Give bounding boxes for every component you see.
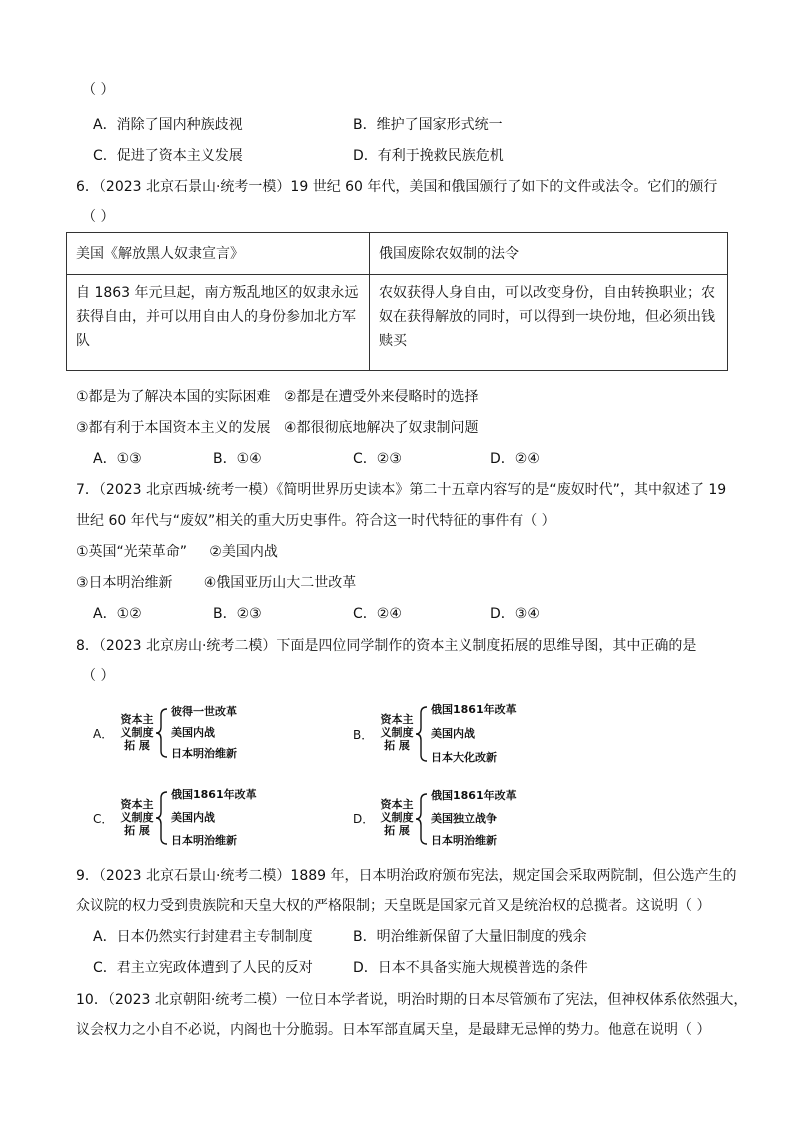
mind-map-c-label: C． <box>93 812 114 826</box>
mind-map-c-item-1: 俄国1861年改革 <box>171 788 257 801</box>
mind-map-b-item-2: 美国内战 <box>431 727 475 740</box>
q9-option-d: D．日本不具备实施大规模普选的条件 <box>353 960 588 976</box>
mind-map-root-line-2: 义制度 <box>120 726 154 739</box>
q9-option-b: B．明治维新保留了大量旧制度的残余 <box>353 929 587 945</box>
q5-option-d: D．有利于挽救民族危机 <box>353 148 504 164</box>
q8-paren: （ ） <box>82 668 115 684</box>
mind-map-root-line-2: 义制度 <box>120 811 154 824</box>
mind-map-a-item-1: 彼得一世改革 <box>171 705 237 718</box>
q6-table-header-russia <box>370 233 728 275</box>
q5-option-b: B．维护了国家形式统一 <box>353 117 503 133</box>
mind-map-d-item-3: 日本明治维新 <box>431 834 497 847</box>
q6-table-cell-usa <box>67 275 370 371</box>
mind-map-d-label: D． <box>353 812 375 826</box>
mind-map-root-line-2: 义制度 <box>380 811 414 824</box>
q8-stem: 8．（2023 北京房山·统考二模）下面是四位同学制作的资本主义制度拓展的思维导图，其中正确的是 <box>76 638 697 654</box>
q6-usa-line-3: 队 <box>76 333 90 349</box>
q10-stem-line-2: 议会权力之小自不必说，内阁也十分脆弱。日本军部直属天皇，是最肆无忌惮的势力。他意在说明（ ） <box>76 1022 711 1038</box>
q6-statement-3-4: ③都有利于本国资本主义的发展 ④都很彻底地解决了奴隶制问题 <box>76 420 479 436</box>
q5-option-a: A．消除了国内种族歧视 <box>93 117 243 133</box>
mind-map-root-line-1: 资本主 <box>120 798 154 811</box>
mind-map-a-item-3: 日本明治维新 <box>171 747 237 760</box>
mind-map-root-line-3: 拓 展 <box>384 739 410 752</box>
q6-usa-line-1: 自 1863 年元旦起，南方叛乱地区的奴隶永远 <box>76 285 359 301</box>
mind-map-b-item-3: 日本大化改新 <box>431 751 497 764</box>
mind-map-c-root <box>117 798 157 837</box>
q6-option-b: B．①④ <box>213 451 262 467</box>
mind-map-d <box>353 788 573 850</box>
mind-map-root-line-3: 拓 展 <box>384 824 410 837</box>
q6-option-a: A．①③ <box>93 451 142 467</box>
mind-map-c-item-3: 日本明治维新 <box>171 834 237 847</box>
q6-paren: （ ） <box>82 209 115 225</box>
mind-map-c-brace <box>155 790 169 846</box>
q9-stem-line-1: 9．（2023 北京石景山·统考二模）1889 年，日本明治政府颁布宪法，规定国会采取两院制，但公选产生的 <box>76 868 737 884</box>
q6-header-russia-text: 俄国废除农奴制的法令 <box>379 245 519 262</box>
mind-map-root-line-3: 拓 展 <box>124 824 150 837</box>
q10-stem-line-1: 10．（2023 北京朝阳·统考二模）一位日本学者说，明治时期的日本尽管颁布了宪法，但神权体系依然强大， <box>76 992 748 1008</box>
mind-map-root-line-3: 拓 展 <box>124 739 150 752</box>
q6-usa-line-2: 获得自由，并可以用自由人的身份参加北方军 <box>76 309 356 325</box>
q7-option-a: A．①② <box>93 606 142 622</box>
mind-map-d-brace <box>415 792 429 846</box>
mind-map-d-item-1: 俄国1861年改革 <box>431 789 517 802</box>
q6-option-d: D．②④ <box>490 451 540 467</box>
mind-map-b-label: B． <box>353 728 374 742</box>
mind-map-d-item-2: 美国独立战争 <box>431 812 497 825</box>
q7-stem-line-1: 7．（2023 北京西城·统考一模）《简明世界历史读本》第二十五章内容写的是“废奴时代”，其中叙述了 19 <box>76 482 727 498</box>
q5-paren: （ ） <box>82 82 115 98</box>
q6-comparison-table <box>66 232 728 371</box>
q6-option-c: C．②③ <box>353 451 402 467</box>
mind-map-c <box>93 786 313 850</box>
q6-table-header-usa <box>67 233 370 275</box>
q9-option-a: A．日本仍然实行封建君主专制制度 <box>93 929 313 945</box>
mind-map-root-line-1: 资本主 <box>120 713 154 726</box>
q7-stem-line-2: 世纪 60 年代与“废奴”相关的重大历史事件。符合这一时代特征的事件有（ ） <box>76 513 556 529</box>
mind-map-a-root <box>117 713 157 752</box>
q6-statement-1-2: ①都是为了解决本国的实际困难 ②都是在遭受外来侵略时的选择 <box>76 389 479 405</box>
q7-statement-3-4: ③日本明治维新 ④俄国亚历山大二世改革 <box>76 575 357 591</box>
mind-map-a-brace <box>155 707 169 759</box>
q7-option-c: C．②④ <box>353 606 402 622</box>
mind-map-b-item-1: 俄国1861年改革 <box>431 703 517 716</box>
q6-russia-line-2: 奴在获得解放的同时，可以得到一块份地，但必须出钱 <box>379 309 715 325</box>
mind-map-b <box>353 701 573 767</box>
mind-map-root-line-1: 资本主 <box>380 798 414 811</box>
q6-stem: 6．（2023 北京石景山·统考一模）19 世纪 60 年代，美国和俄国颁行了如下的文件或法令。它们的颁行 <box>76 179 718 195</box>
mind-map-root-line-2: 义制度 <box>380 726 414 739</box>
q6-russia-line-3: 赎买 <box>379 333 407 349</box>
q7-option-b: B．②③ <box>213 606 262 622</box>
mind-map-d-root <box>377 798 417 837</box>
q6-table-cell-russia <box>370 275 728 371</box>
q5-option-c: C．促进了资本主义发展 <box>93 148 243 164</box>
mind-map-b-brace <box>415 705 429 763</box>
mind-map-b-root <box>377 713 417 752</box>
q7-option-d: D．③④ <box>490 606 540 622</box>
q9-option-c: C．君主立宪政体遭到了人民的反对 <box>93 960 313 976</box>
q6-russia-line-1: 农奴获得人身自由，可以改变身份，自由转换职业；农 <box>379 285 715 301</box>
q7-statement-1-2: ①英国“光荣革命” ②美国内战 <box>76 544 278 560</box>
q9-stem-line-2: 众议院的权力受到贵族院和天皇大权的严格限制；天皇既是国家元首又是统治权的总揽者。这说明（ ） <box>76 898 711 914</box>
q6-header-usa-text: 美国《解放黑人奴隶宣言》 <box>76 245 244 262</box>
mind-map-root-line-1: 资本主 <box>380 713 414 726</box>
mind-map-c-item-2: 美国内战 <box>171 811 215 824</box>
mind-map-a-item-2: 美国内战 <box>171 726 215 739</box>
mind-map-a-label: A． <box>93 727 114 741</box>
mind-map-a <box>93 703 313 763</box>
